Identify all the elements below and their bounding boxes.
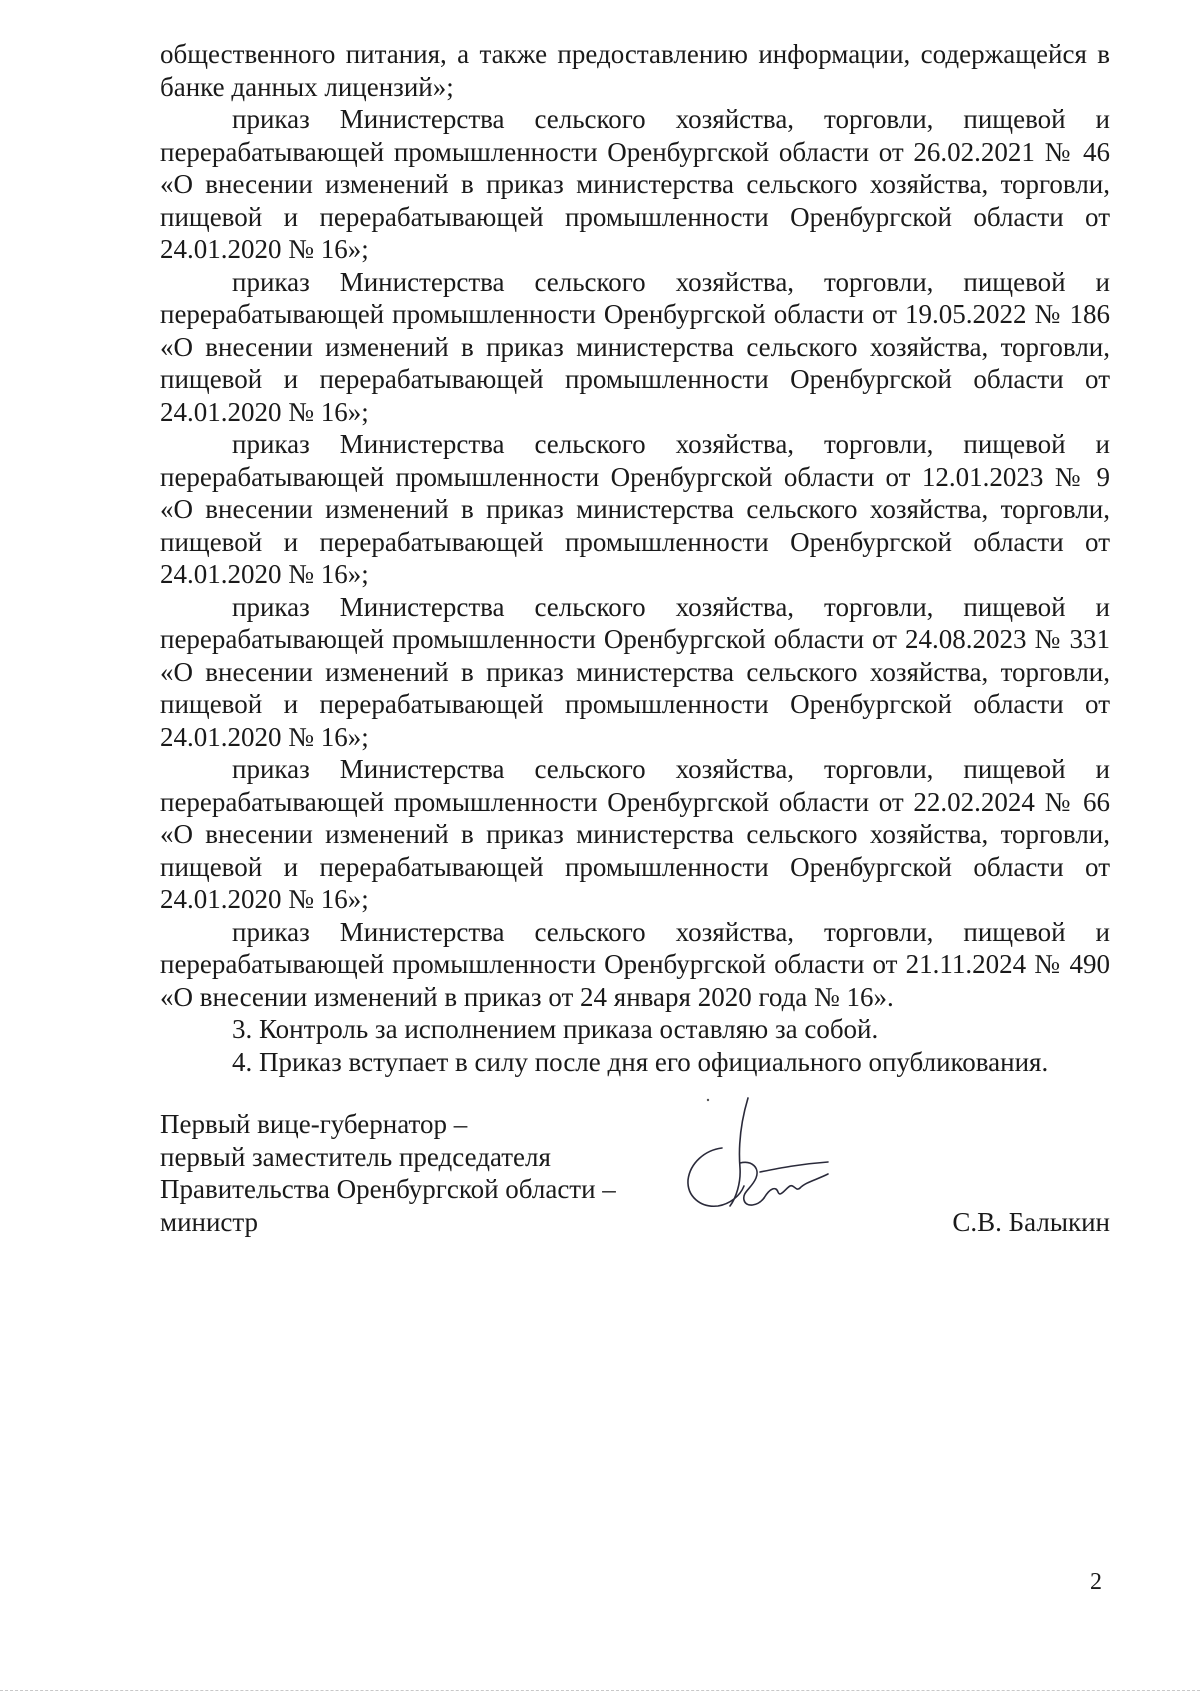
paragraph-continuation: общественного питания, а также предоставлению информации, содержащейся в банке данных лицензий»; [160,39,1110,102]
document-body [160,38,1110,1078]
paragraph-order-490: приказ Министерства сельского хозяйства, торговли, пищевой и перерабатывающей промышленности Оренбургской области от 21.11.2024 № 490 «О внесении изменений в приказ от 24 января 2020 года № 16». [160,916,1110,1012]
handwritten-signature-icon [660,1088,860,1238]
paragraph-item-4: 4. Приказ вступает в силу после дня его официального опубликования. [232,1046,1049,1077]
signatory-position-line: первый заместитель председателя [160,1141,551,1172]
signatory-position [160,1108,680,1238]
signatory-position-line: Правительства Оренбургской области – [160,1174,616,1204]
paragraph-order-66: приказ Министерства сельского хозяйства, торговли, пищевой и перерабатывающей промышленности Оренбургской области от 22.02.2024 № 66 «О внесении изменений в приказ министерства сельского хозяйства, торговли, пищевой и перерабатывающей промышленности Оренбургской области от 24.01.2020 № 16»; [160,754,1110,914]
paragraph-order-9: приказ Министерства сельского хозяйства, торговли, пищевой и перерабатывающей промышленности Оренбургской области от 12.01.2023 № 9 «О внесении изменений в приказ министерства сельского хозяйства, торговли, пищевой и перерабатывающей промышленности Оренбургской области от 24.01.2020 № 16»; [160,429,1110,589]
page-number: 2 [1090,1569,1102,1595]
signature-block [160,1108,1110,1248]
paragraph-order-186: приказ Министерства сельского хозяйства, торговли, пищевой и перерабатывающей промышленности Оренбургской области от 19.05.2022 № 186 «О внесении изменений в приказ министерства сельского хозяйства, торговли, пищевой и перерабатывающей промышленности Оренбургской области от 24.01.2020 № 16»; [160,266,1110,427]
paragraph-item-3: 3. Контроль за исполнением приказа оставляю за собой. [232,1014,879,1044]
signatory-position-line: Первый вице-губернатор – [160,1109,468,1139]
signatory-name: С.В. Балыкин [952,1207,1110,1237]
paragraph-order-331: приказ Министерства сельского хозяйства, торговли, пищевой и перерабатывающей промышленности Оренбургской области от 24.08.2023 № 331 «О внесении изменений в приказ министерства сельского хозяйства, торговли, пищевой и перерабатывающей промышленности Оренбургской области от 24.01.2020 № 16»; [160,591,1110,752]
scan-edge-divider [0,1690,1200,1691]
paragraph-order-46: приказ Министерства сельского хозяйства, торговли, пищевой и перерабатывающей промышленности Оренбургской области от 26.02.2021 № 46 «О внесении изменений в приказ министерства сельского хозяйства, торговли, пищевой и перерабатывающей промышленности Оренбургской области от 24.01.2020 № 16»; [160,104,1110,264]
signatory-position-line: министр [160,1206,259,1237]
